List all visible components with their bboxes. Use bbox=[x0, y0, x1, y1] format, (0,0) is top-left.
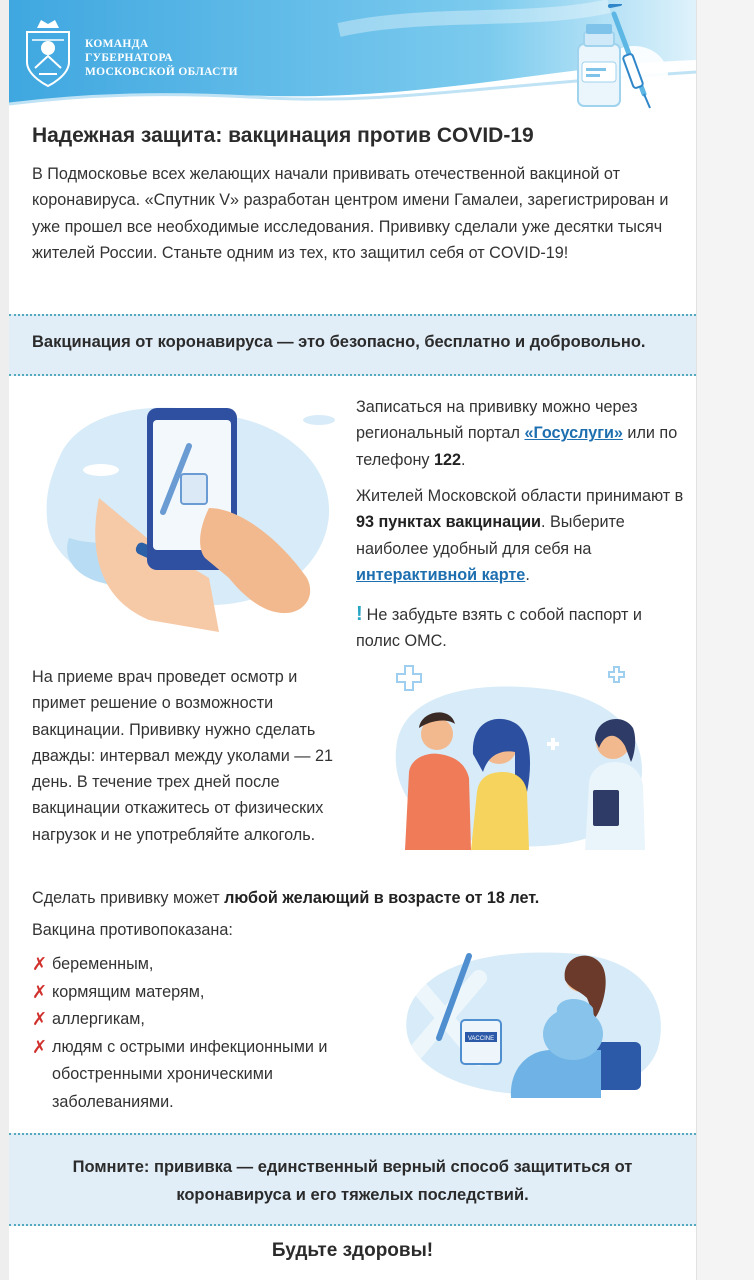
list-item bbox=[32, 951, 362, 979]
points-text: Жителей Московской области принимают в bbox=[356, 487, 684, 505]
cross-icon: ✗ bbox=[32, 1009, 48, 1029]
exclamation-icon: ! bbox=[356, 603, 363, 625]
safety-banner bbox=[9, 314, 696, 376]
eligibility-age: любой желающий в возрасте от 18 лет. bbox=[224, 889, 540, 907]
points-text-mid: . Выберите наиболее удобный для себя на bbox=[356, 513, 625, 558]
moscow-region-crest-icon bbox=[23, 18, 73, 88]
intro-paragraph: В Подмосковье всех желающих начали прививать отечественной вакциной от коронавируса. «Спутник V» разработан центром имени Гамалеи, зарегистрирован и уже прошел все необходимые исследования. Прививку сделали уже десятки тысяч жителей России. Станьте одним из тех, кто защитил себя от COVID-19! bbox=[32, 165, 669, 262]
interactive-map-link[interactable]: интерактивной карте bbox=[356, 565, 526, 584]
signup-text-mid: или по телефону bbox=[356, 424, 678, 469]
eligibility-text: Сделать прививку может bbox=[32, 889, 225, 907]
signup-paragraph bbox=[356, 394, 686, 473]
list-item bbox=[32, 1034, 362, 1117]
vaccine-vial-icon bbox=[564, 4, 674, 112]
vaccination-points-paragraph bbox=[356, 483, 686, 588]
pregnant-woman-illustration bbox=[389, 938, 667, 1098]
doctor-paragraph: На приеме врач проведет осмотр и примет решение о возможности вакцинации. Прививку нужно сделать дважды: интервал между уколами — 21 день. В течение трех дней после вакцинации откажитесь от физических нагрузок и не употребляйте алкоголь. bbox=[32, 668, 333, 844]
phone-number: 122 bbox=[434, 450, 462, 469]
safety-banner-text: Вакцинация от коронавируса — это безопасно, бесплатно и добровольно. bbox=[32, 333, 646, 351]
points-count: 93 пунктах вакцинации bbox=[356, 513, 541, 532]
reminder-banner-text: Помните: прививка — единственный верный способ защититься от коронавируса и его тяжелых последствий. bbox=[72, 1158, 633, 1204]
brand-title bbox=[85, 37, 238, 79]
brand-line: КОМАНДА bbox=[85, 38, 149, 50]
eligibility-paragraph bbox=[32, 885, 632, 911]
list-item-text: кормящим матерям, bbox=[52, 982, 205, 1001]
list-item-text: людям с острыми инфекционными и обостренными хроническими заболеваниями. bbox=[52, 1037, 328, 1111]
list-item bbox=[32, 979, 362, 1007]
cross-icon: ✗ bbox=[32, 954, 48, 974]
list-item-text: беременным, bbox=[52, 955, 154, 973]
page-title: Надежная защита: вакцинация против COVID-19 bbox=[32, 124, 534, 147]
doctor-patients-illustration bbox=[387, 662, 657, 850]
contraindications-title: Вакцина противопоказана: bbox=[32, 921, 233, 939]
right-gutter bbox=[696, 0, 754, 1280]
header-banner bbox=[9, 0, 696, 112]
vaccine-label: VACCINE bbox=[467, 1036, 495, 1042]
brand-line: МОСКОВСКОЙ ОБЛАСТИ bbox=[85, 66, 238, 78]
cross-icon: ✗ bbox=[32, 1036, 48, 1057]
contraindications-list bbox=[32, 951, 362, 1116]
newsletter-page bbox=[9, 0, 696, 1280]
list-item bbox=[32, 1006, 362, 1034]
phone-hands-illustration bbox=[39, 398, 339, 634]
documents-reminder bbox=[356, 601, 686, 655]
gosuslugi-link[interactable]: «Госуслуги» bbox=[524, 424, 623, 443]
closing-text: Будьте здоровы! bbox=[271, 1240, 434, 1261]
list-item-text: аллергикам, bbox=[52, 1010, 145, 1028]
reminder-banner bbox=[9, 1133, 696, 1226]
points-text-end: . bbox=[525, 565, 530, 584]
reminder-text: Не забудьте взять с собой паспорт и полис ОМС. bbox=[356, 606, 642, 651]
cross-icon: ✗ bbox=[32, 981, 48, 1002]
brand-line: ГУБЕРНАТОРА bbox=[85, 52, 173, 64]
signup-text: Записаться на прививку можно через региональный портал bbox=[356, 398, 638, 443]
signup-text-end: . bbox=[461, 450, 466, 469]
